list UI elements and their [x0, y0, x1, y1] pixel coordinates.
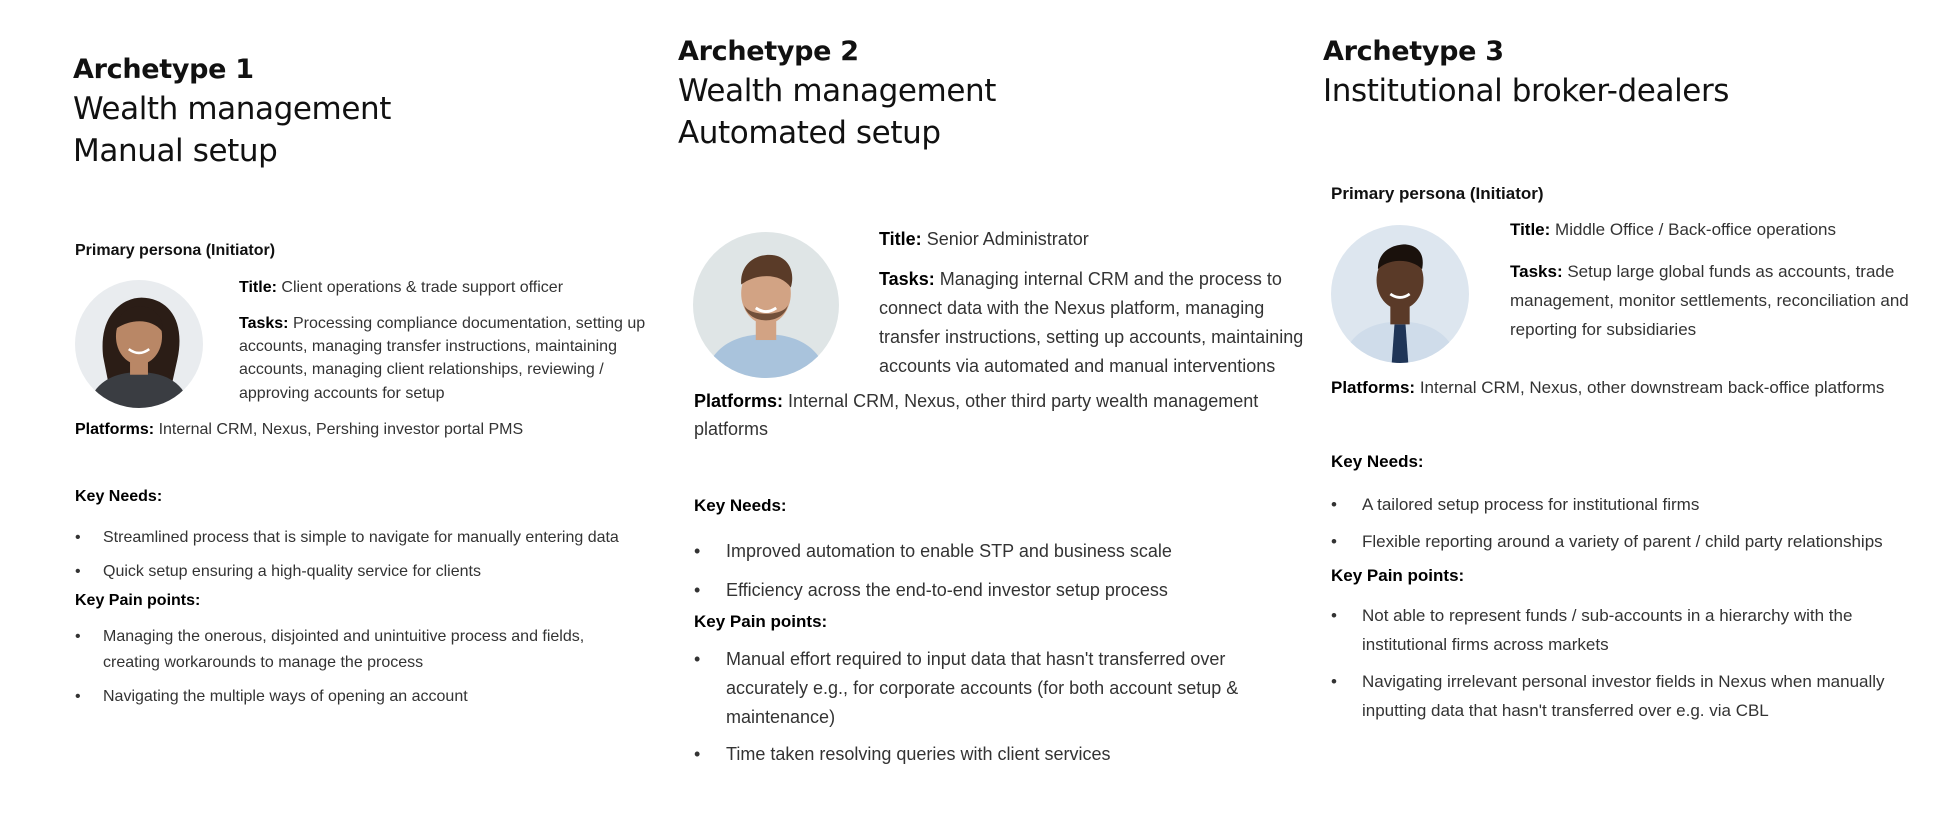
person-avatar-icon [75, 280, 203, 408]
archetype-1-key-needs-label: Key Needs: [75, 488, 163, 505]
archetype-3-name: Archetype 3 [1323, 36, 1504, 67]
archetype-1-tasks-label: Tasks: [239, 315, 289, 332]
archetype-2-platforms-label: Platforms: [694, 391, 784, 411]
archetype-1-heading [73, 52, 391, 172]
list-item: • A tailored setup process for institutional firms [1331, 486, 1946, 523]
archetype-1-pain-points-list [75, 624, 635, 710]
archetype-1-pain-points-label: Key Pain points: [75, 592, 201, 609]
archetype-3-platforms-label: Platforms: [1331, 378, 1416, 397]
archetype-2-key-needs-list [694, 532, 1314, 610]
archetype-3-platforms [1331, 376, 1941, 401]
archetype-1-line-1: Wealth management [73, 91, 392, 127]
archetype-3-key-needs-label: Key Needs: [1331, 452, 1424, 471]
archetype-2-avatar [693, 232, 839, 378]
list-item: • Time taken resolving queries with client services [694, 740, 1304, 769]
list-item: • Efficiency across the end-to-end investor setup process [694, 571, 1314, 610]
archetype-3-line-1: Institutional broker-dealers [1323, 73, 1730, 109]
list-item: • Manual effort required to input data that hasn't transferred over accurately e.g., for corporate accounts (for both account setup & maintenance) [694, 645, 1304, 732]
archetype-3-pain-points-list [1331, 601, 1931, 725]
archetype-1-primary-persona-label: Primary persona (Initiator) [75, 242, 276, 259]
archetype-2-pain-points-list [694, 645, 1304, 769]
archetype-2-platforms [694, 387, 1304, 443]
archetype-2-heading [678, 34, 996, 154]
archetype-1-title-value: Client operations & trade support officer [281, 279, 564, 296]
list-item: • Navigating the multiple ways of opening an account [75, 684, 635, 710]
archetype-2-tasks-value: Managing internal CRM and the process to connect data with the Nexus platform, managing transfer instructions, setting up accounts, maintaining accounts via automated and manual interventions [879, 269, 1304, 376]
archetype-1-name: Archetype 1 [73, 54, 254, 85]
archetype-2-name: Archetype 2 [678, 36, 859, 67]
archetype-2-platforms-value: Internal CRM, Nexus, other third party wealth management platforms [694, 391, 1259, 439]
archetype-2-title-label: Title: [879, 229, 922, 249]
archetype-3-avatar [1331, 225, 1469, 363]
archetype-3-heading [1323, 34, 1729, 112]
archetype-3-title-label: Title: [1510, 220, 1551, 239]
archetype-1-tasks [239, 312, 649, 405]
archetype-1-platforms-label: Platforms: [75, 421, 155, 438]
archetype-3-tasks-label: Tasks: [1510, 262, 1563, 281]
archetype-3-key-needs-list [1331, 486, 1946, 560]
archetype-2-tasks-label: Tasks: [879, 269, 935, 289]
person-avatar-icon [693, 232, 839, 378]
archetype-2-pain-points-label: Key Pain points: [694, 612, 828, 631]
list-item: • Managing the onerous, disjointed and unintuitive process and fields, creating workarounds to manage the process [75, 624, 635, 676]
list-item: • Flexible reporting around a variety of parent / child party relationships [1331, 523, 1946, 560]
archetype-1-avatar [75, 280, 203, 408]
archetype-1-title-label: Title: [239, 279, 277, 296]
archetype-3-pain-points-label: Key Pain points: [1331, 566, 1465, 585]
archetype-1-title [239, 276, 659, 299]
list-item: • Navigating irrelevant personal investor fields in Nexus when manually inputting data that hasn't transferred over e.g. via CBL [1331, 667, 1931, 725]
person-avatar-icon [1331, 225, 1469, 363]
list-item: • Quick setup ensuring a high-quality service for clients [75, 555, 675, 589]
archetype-3-tasks [1510, 257, 1940, 344]
archetype-2-line-2: Automated setup [678, 115, 941, 151]
list-item: • Improved automation to enable STP and business scale [694, 532, 1314, 571]
archetype-1-platforms [75, 418, 665, 441]
archetype-1-tasks-value: Processing compliance documentation, setting up accounts, managing transfer instructions, maintaining accounts, managing client relationships, reviewing / approving accounts for setup [239, 315, 646, 402]
archetype-3-tasks-value: Setup large global funds as accounts, trade management, monitor settlements, reconciliation and reporting for subsidiaries [1510, 262, 1909, 339]
archetype-1-line-2: Manual setup [73, 133, 278, 169]
archetype-2-key-needs-label: Key Needs: [694, 496, 787, 515]
archetype-2-tasks [879, 265, 1319, 381]
archetype-3-title [1510, 218, 1940, 243]
archetype-1-platforms-value: Internal CRM, Nexus, Pershing investor portal PMS [158, 421, 524, 438]
archetype-2-title [879, 226, 1319, 252]
list-item: • Streamlined process that is simple to navigate for manually entering data [75, 521, 675, 555]
archetype-3-platforms-value: Internal CRM, Nexus, other downstream back-office platforms [1419, 378, 1885, 397]
list-item: • Not able to represent funds / sub-accounts in a hierarchy with the institutional firms across markets [1331, 601, 1931, 659]
archetype-2-title-value: Senior Administrator [926, 229, 1089, 249]
archetype-2-line-1: Wealth management [678, 73, 997, 109]
archetype-3-primary-persona-label: Primary persona (Initiator) [1331, 184, 1544, 203]
archetype-1-key-needs-list [75, 521, 675, 589]
archetype-3-title-value: Middle Office / Back-office operations [1555, 220, 1837, 239]
